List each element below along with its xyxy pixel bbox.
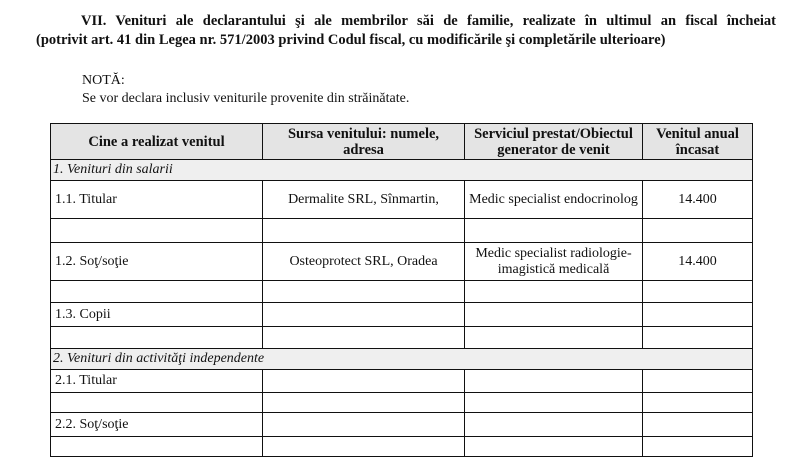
table-row-blank: [51, 219, 753, 243]
cell-empty: [51, 219, 263, 243]
cell-empty: [263, 413, 465, 437]
cell-empty: [465, 413, 643, 437]
table-row: [51, 181, 753, 219]
cell-empty: [263, 327, 465, 349]
cell-service: Medic specialist endocrinolog: [465, 181, 643, 219]
cell-empty: [51, 437, 263, 457]
cell-empty: [465, 219, 643, 243]
cell-empty: [263, 219, 465, 243]
table-row-blank: [51, 393, 753, 413]
table-row: [51, 303, 753, 327]
cell-income: 14.400: [643, 243, 753, 281]
section-row-salaries: [51, 160, 753, 181]
cell-who: 1.1. Titular: [51, 181, 263, 219]
cell-empty: [465, 370, 643, 393]
note-label: NOTĂ:: [82, 73, 125, 88]
cell-who: 1.2. Soţ/soţie: [51, 243, 263, 281]
cell-empty: [643, 393, 753, 413]
cell-empty: [51, 281, 263, 303]
cell-source: Dermalite SRL, Sînmartin,: [263, 181, 465, 219]
note-text: Se vor declara inclusiv veniturile provenite din străinătate.: [82, 91, 410, 106]
cell-empty: [263, 303, 465, 327]
cell-empty: [263, 370, 465, 393]
header-source: Sursa venitului: numele, adresa: [263, 124, 465, 160]
cell-empty: [643, 437, 753, 457]
cell-empty: [643, 370, 753, 393]
note-block: [82, 72, 409, 108]
cell-empty: [263, 281, 465, 303]
table-row-blank: [51, 281, 753, 303]
income-table: [50, 123, 753, 457]
table-row: [51, 243, 753, 281]
cell-empty: [643, 413, 753, 437]
cell-empty: [465, 437, 643, 457]
section-heading: [36, 12, 776, 50]
cell-empty: [643, 303, 753, 327]
cell-empty: [51, 327, 263, 349]
section-title: VII. Venituri ale declarantului şi ale membrilor săi de familie, realizate în ultimul an fiscal încheiat: [81, 13, 776, 29]
table-row-blank: [51, 327, 753, 349]
cell-empty: [643, 281, 753, 303]
header-service: Serviciul prestat/Obiectul generator de venit: [465, 124, 643, 160]
cell-source: Osteoprotect SRL, Oradea: [263, 243, 465, 281]
cell-empty: [465, 303, 643, 327]
cell-empty: [263, 393, 465, 413]
cell-empty: [465, 327, 643, 349]
cell-who: 2.1. Titular: [51, 370, 263, 393]
header-who: Cine a realizat venitul: [51, 124, 263, 160]
section-label-independent: 2. Venituri din activităţi independente: [51, 349, 753, 370]
table-header-row: [51, 124, 753, 160]
cell-who: 2.2. Soţ/soţie: [51, 413, 263, 437]
cell-empty: [263, 437, 465, 457]
cell-income: 14.400: [643, 181, 753, 219]
table-row: [51, 413, 753, 437]
cell-empty: [51, 393, 263, 413]
table-row: [51, 370, 753, 393]
section-subtitle: (potrivit art. 41 din Legea nr. 571/2003 privind Codul fiscal, cu modificările şi completările ulterioare): [36, 32, 666, 48]
cell-empty: [643, 327, 753, 349]
table-row-blank: [51, 437, 753, 457]
cell-empty: [643, 219, 753, 243]
section-label-salaries: 1. Venituri din salarii: [51, 160, 753, 181]
header-income: Venitul anual încasat: [643, 124, 753, 160]
cell-empty: [465, 281, 643, 303]
cell-who: 1.3. Copii: [51, 303, 263, 327]
cell-empty: [465, 393, 643, 413]
section-row-independent: [51, 349, 753, 370]
cell-service: Medic specialist radiologie-imagistică medicală: [465, 243, 643, 281]
